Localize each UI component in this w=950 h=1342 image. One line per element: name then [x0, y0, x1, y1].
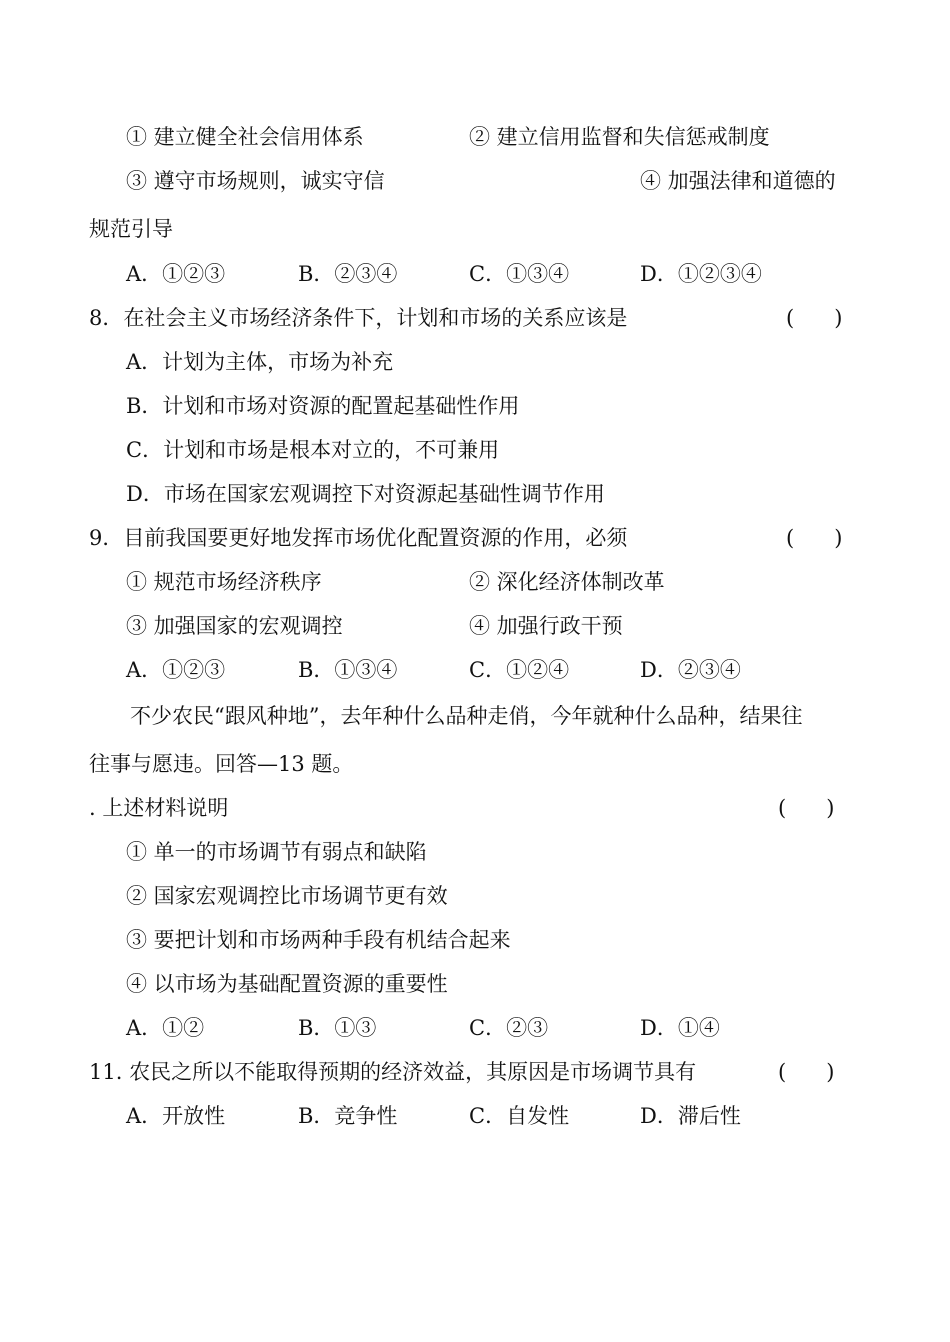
q7-answer-d: D．①②③④: [640, 262, 762, 286]
q10-answer-a: A．①②: [126, 1016, 205, 1040]
q8-stem: 8．在社会主义市场经济条件下，计划和市场的关系应该是: [89, 306, 628, 330]
q11-stem: 11. 农民之所以不能取得预期的经济效益，其原因是市场调节具有: [89, 1060, 697, 1084]
q9-answer-d: D．②③④: [640, 658, 741, 682]
q10-item-4: ④ 以市场为基础配置资源的重要性: [126, 972, 448, 996]
q8-option-a: A．计划为主体，市场为补充: [126, 350, 394, 374]
q9-item-3: ③ 加强国家的宏观调控: [126, 614, 343, 638]
q10-answer-d: D．①④: [640, 1016, 720, 1040]
q9-item-1: ① 规范市场经济秩序: [126, 570, 322, 594]
q7-answer-b: B．②③④: [298, 262, 398, 286]
q7-option-1: ① 建立健全社会信用体系: [126, 125, 364, 149]
q10-answer-c: C．②③: [469, 1016, 549, 1040]
q7-option-3: ③ 遵守市场规则，诚实守信: [126, 169, 385, 193]
q11-answer-b: B．竞争性: [298, 1104, 398, 1128]
q10-stem: . 上述材料说明: [89, 796, 229, 820]
q8-option-d: D．市场在国家宏观调控下对资源起基础性调节作用: [126, 482, 605, 506]
q10-item-2: ② 国家宏观调控比市场调节更有效: [126, 884, 448, 908]
material-line-1: 不少农民“跟风种地”，去年种什么品种走俏，今年就种什么品种，结果往: [130, 704, 803, 728]
q11-answer-a: A．开放性: [126, 1104, 226, 1128]
q9-stem: 9．目前我国要更好地发挥市场优化配置资源的作用，必须: [89, 526, 628, 550]
q10-item-1: ① 单一的市场调节有弱点和缺陷: [126, 840, 427, 864]
q10-item-3: ③ 要把计划和市场两种手段有机结合起来: [126, 928, 511, 952]
q9-item-2: ② 深化经济体制改革: [469, 570, 665, 594]
q7-option-2: ② 建立信用监督和失信惩戒制度: [469, 125, 770, 149]
material-line-2: 往事与愿违。回答—13 题。: [89, 752, 354, 776]
q9-item-4: ④ 加强行政干预: [469, 614, 623, 638]
q11-answer-c: C．自发性: [469, 1104, 570, 1128]
q9-answer-b: B．①③④: [298, 658, 398, 682]
q8-option-c: C．计划和市场是根本对立的，不可兼用: [126, 438, 500, 462]
q7-option-4-continued: 规范引导: [89, 217, 173, 241]
q8-option-b: B．计划和市场对资源的配置起基础性作用: [126, 394, 520, 418]
q9-answer-paren: ( ): [786, 526, 843, 550]
q7-option-4: ④ 加强法律和道德的: [640, 169, 836, 193]
q7-answer-a: A．①②③: [126, 262, 226, 286]
q10-answer-b: B．①③: [298, 1016, 377, 1040]
q7-answer-c: C．①③④: [469, 262, 570, 286]
q11-answer-paren: ( ): [778, 1060, 835, 1084]
q9-answer-c: C．①②④: [469, 658, 570, 682]
q9-answer-a: A．①②③: [126, 658, 226, 682]
q10-answer-paren: ( ): [778, 796, 835, 820]
q11-answer-d: D．滞后性: [640, 1104, 741, 1128]
q8-answer-paren: ( ): [786, 306, 843, 330]
